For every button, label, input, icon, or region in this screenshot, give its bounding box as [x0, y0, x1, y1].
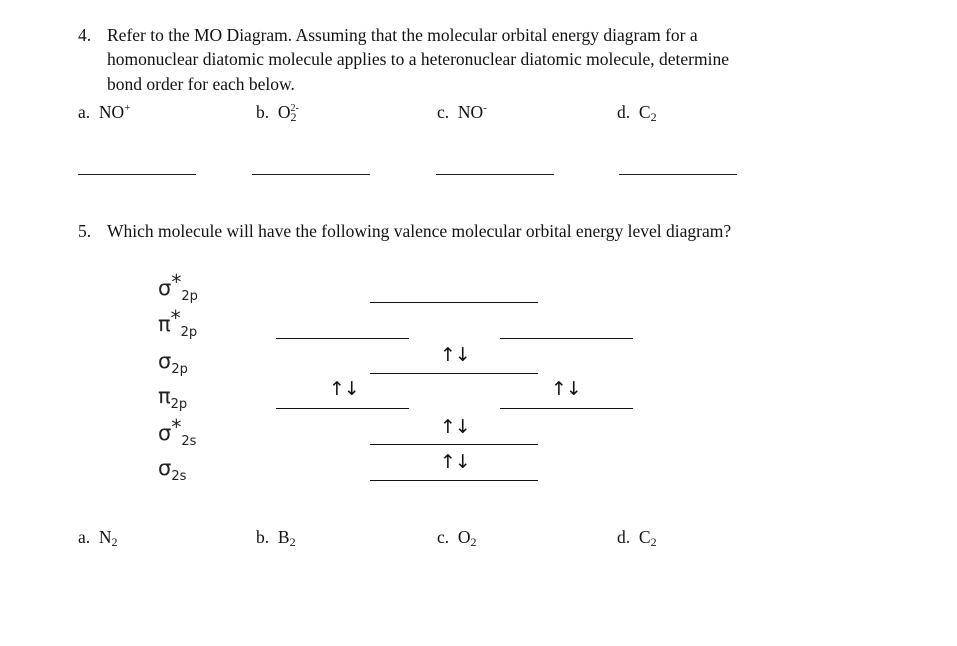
- mo-level-pi-star-2p-right: [500, 338, 633, 339]
- q4-option-c: c. NO-: [437, 102, 487, 122]
- answer-blank-b[interactable]: [252, 174, 370, 175]
- q5-text: Which molecule will have the following valence molecular orbital energy level diagram?: [107, 221, 732, 241]
- answer-blank-d[interactable]: [619, 174, 737, 175]
- mo-level-pi-2p-left: [276, 408, 409, 409]
- q4-number: 4.: [78, 25, 92, 45]
- electron-pair-pi-2p-right: ↑↓: [551, 378, 581, 400]
- electron-pair-pi-2p-left: ↑↓: [329, 378, 359, 400]
- mo-label-sigma-2p: $\sigma_{2p}$: [158, 349, 188, 378]
- q5-option-c: c. $O_2$: [437, 527, 477, 549]
- mo-level-sigma-2p: [370, 373, 538, 374]
- mo-level-pi-2p-right: [500, 408, 633, 409]
- q4-option-a: a. NO+: [78, 102, 131, 122]
- mo-label-sigma-2s: $\sigma_{2s}$: [158, 456, 187, 485]
- q5-number: 5.: [78, 221, 92, 241]
- answer-blank-a[interactable]: [78, 174, 196, 175]
- q4-text-line2: homonuclear diatomic molecule applies to a heteronuclear diatomic molecule, determine: [107, 49, 729, 69]
- electron-pair-sigma-star-2s: ↑↓: [440, 416, 470, 438]
- q5-option-a: a. $N_2$: [78, 527, 118, 549]
- q4-text-line3: bond order for each below.: [107, 74, 295, 94]
- q4-text-line1: Refer to the MO Diagram. Assuming that the molecular orbital energy diagram for a: [107, 25, 698, 45]
- mo-label-sigma-star-2p: $\sigma*_{2p}$: [158, 270, 198, 305]
- mo-level-pi-star-2p-left: [276, 338, 409, 339]
- electron-pair-sigma-2p: ↑↓: [440, 344, 470, 366]
- q5-option-b: b. $B_2$: [256, 527, 296, 549]
- q4-option-d: d. $C_2$: [617, 102, 657, 124]
- mo-label-pi-star-2p: $\pi*_{2p}$: [158, 306, 198, 341]
- mo-level-sigma-2s: [370, 480, 538, 481]
- q5-option-d: d. $C_2$: [617, 527, 657, 549]
- electron-pair-sigma-2s: ↑↓: [440, 451, 470, 473]
- mo-level-sigma-star-2s: [370, 444, 538, 445]
- q4-option-b: b. $O_2^{2-}$: [256, 102, 299, 124]
- answer-blank-c[interactable]: [436, 174, 554, 175]
- mo-label-sigma-star-2s: $\sigma*_{2s}$: [158, 415, 197, 450]
- mo-level-sigma-star-2p: [370, 302, 538, 303]
- mo-label-pi-2p: $\pi_{2p}$: [158, 384, 188, 413]
